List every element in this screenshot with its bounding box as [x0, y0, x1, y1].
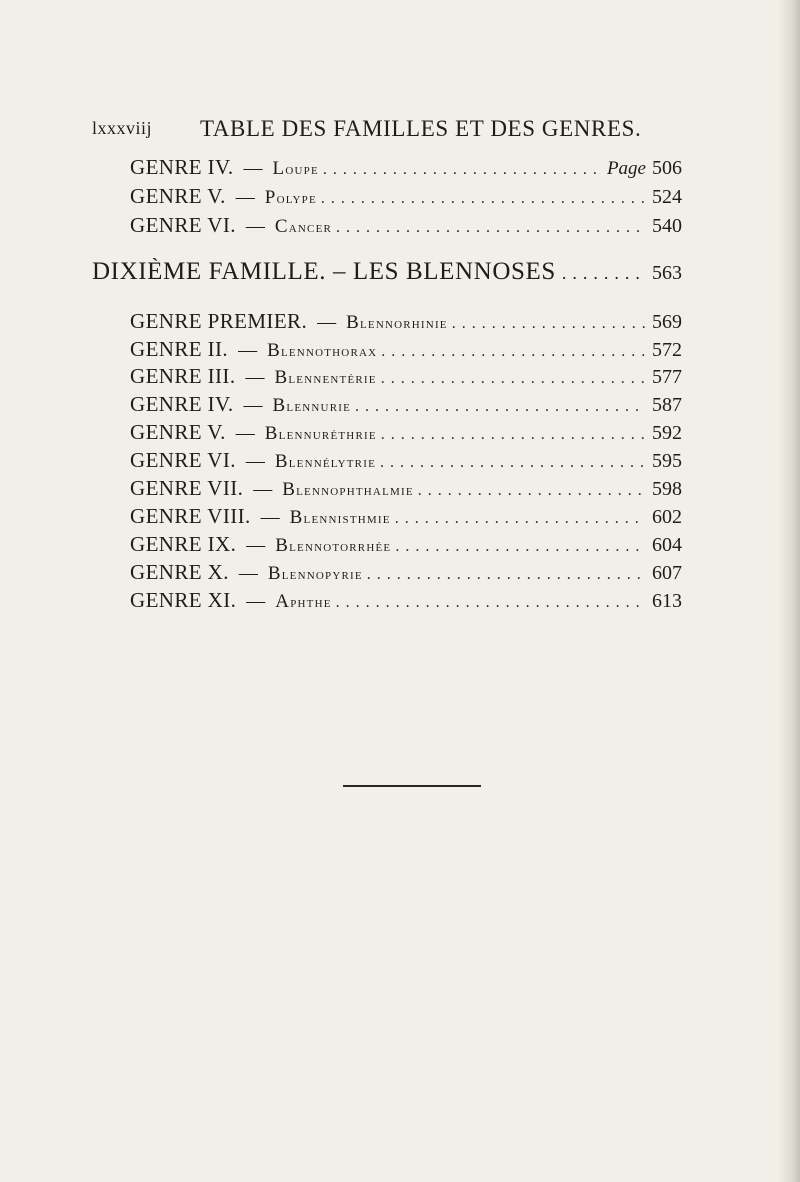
toc-entry: [130, 337, 682, 363]
toc-entry: [130, 364, 682, 390]
page-number: 607: [652, 562, 682, 584]
toc-entry: [130, 213, 682, 239]
genre-label: GENRE V.: [130, 184, 226, 208]
em-dash: —: [235, 423, 255, 444]
genre-label: GENRE IV.: [130, 155, 234, 179]
toc-entry: [130, 476, 682, 502]
page-number: 604: [652, 534, 682, 556]
dot-leader: [381, 426, 646, 444]
page-number: 587: [652, 394, 682, 416]
genre-label: GENRE X.: [130, 560, 229, 584]
page-number: 563: [652, 262, 682, 284]
em-dash: —: [245, 367, 265, 388]
dot-leader: [395, 510, 646, 528]
dot-leader: [321, 190, 646, 208]
genre-name: Blennélytrie: [274, 451, 376, 472]
em-dash: —: [245, 216, 265, 237]
toc-entry: [130, 588, 682, 614]
family-title: DIXIÈME FAMILLE. – LES BLENNOSES: [92, 258, 556, 285]
em-dash: —: [238, 563, 258, 584]
page-number: 569: [652, 311, 682, 333]
em-dash: —: [246, 591, 266, 612]
dot-leader: [323, 161, 601, 179]
genre-label: GENRE VIII.: [130, 504, 251, 528]
closing-rule: [343, 785, 481, 787]
toc-entry: [130, 420, 682, 446]
page-number: 572: [652, 339, 682, 361]
genre-label: GENRE VI.: [130, 213, 236, 237]
genre-label: GENRE III.: [130, 364, 236, 388]
genre-name: Blennopyrie: [267, 563, 363, 584]
genre-name: Aphthe: [275, 591, 332, 612]
page-number: 598: [652, 478, 682, 500]
page-number: 595: [652, 450, 682, 472]
toc-entry: [130, 560, 682, 586]
genre-label: GENRE IX.: [130, 532, 237, 556]
genre-name: Loupe: [272, 158, 319, 179]
toc-entry: [130, 504, 682, 530]
running-title: TABLE DES FAMILLES ET DES GENRES.: [200, 116, 642, 141]
dot-leader: [380, 454, 646, 472]
family-heading: [92, 258, 682, 290]
folio-number: lxxxviij: [92, 118, 153, 138]
genre-name: Blennotorrhée: [275, 535, 392, 556]
genre-name: Blennurie: [272, 395, 352, 416]
genre-label: GENRE PREMIER.: [130, 309, 308, 333]
genre-name: Blennisthmie: [289, 507, 391, 528]
dot-leader: [452, 315, 646, 333]
dot-leader: [381, 370, 646, 388]
genre-label: GENRE V.: [130, 420, 226, 444]
em-dash: —: [238, 340, 258, 361]
page-header: [92, 116, 652, 146]
toc-entry: [130, 392, 682, 418]
dot-leader: [367, 566, 646, 584]
genre-name: Blennuréthrie: [264, 423, 377, 444]
toc-entry: [130, 448, 682, 474]
toc-entry: [130, 532, 682, 558]
toc-entry: [130, 309, 682, 335]
genre-name: Blennophthalmie: [282, 479, 414, 500]
em-dash: —: [243, 158, 263, 179]
em-dash: —: [253, 479, 273, 500]
dot-leader: [562, 263, 646, 284]
em-dash: —: [317, 312, 337, 333]
genre-name: Blennorhinie: [346, 312, 448, 333]
em-dash: —: [245, 451, 265, 472]
dot-leader: [355, 398, 646, 416]
dot-leader: [418, 482, 646, 500]
page-number: 602: [652, 506, 682, 528]
page-number: 592: [652, 422, 682, 444]
toc-entry: [130, 184, 682, 210]
dot-leader: [381, 343, 646, 361]
em-dash: —: [235, 187, 255, 208]
em-dash: —: [260, 507, 280, 528]
dot-leader: [336, 594, 646, 612]
genre-label: GENRE VII.: [130, 476, 244, 500]
page-number: 524: [652, 186, 682, 208]
page-number: 613: [652, 590, 682, 612]
genre-name: Blennothorax: [267, 340, 378, 361]
genre-label: GENRE II.: [130, 337, 229, 361]
page-number: 506: [652, 157, 682, 179]
genre-name: Polype: [264, 187, 317, 208]
em-dash: —: [246, 535, 266, 556]
genre-name: Cancer: [274, 216, 333, 237]
page-number: 540: [652, 215, 682, 237]
page-edge-shadow: [778, 0, 800, 1182]
dot-leader: [336, 219, 646, 237]
genre-name: Blennentérie: [274, 367, 377, 388]
genre-label: GENRE XI.: [130, 588, 237, 612]
page-word: Page: [606, 158, 646, 179]
page-number: 577: [652, 366, 682, 388]
em-dash: —: [243, 395, 263, 416]
dot-leader: [395, 538, 646, 556]
toc-entry: [130, 155, 682, 181]
genre-label: GENRE VI.: [130, 448, 236, 472]
genre-label: GENRE IV.: [130, 392, 234, 416]
